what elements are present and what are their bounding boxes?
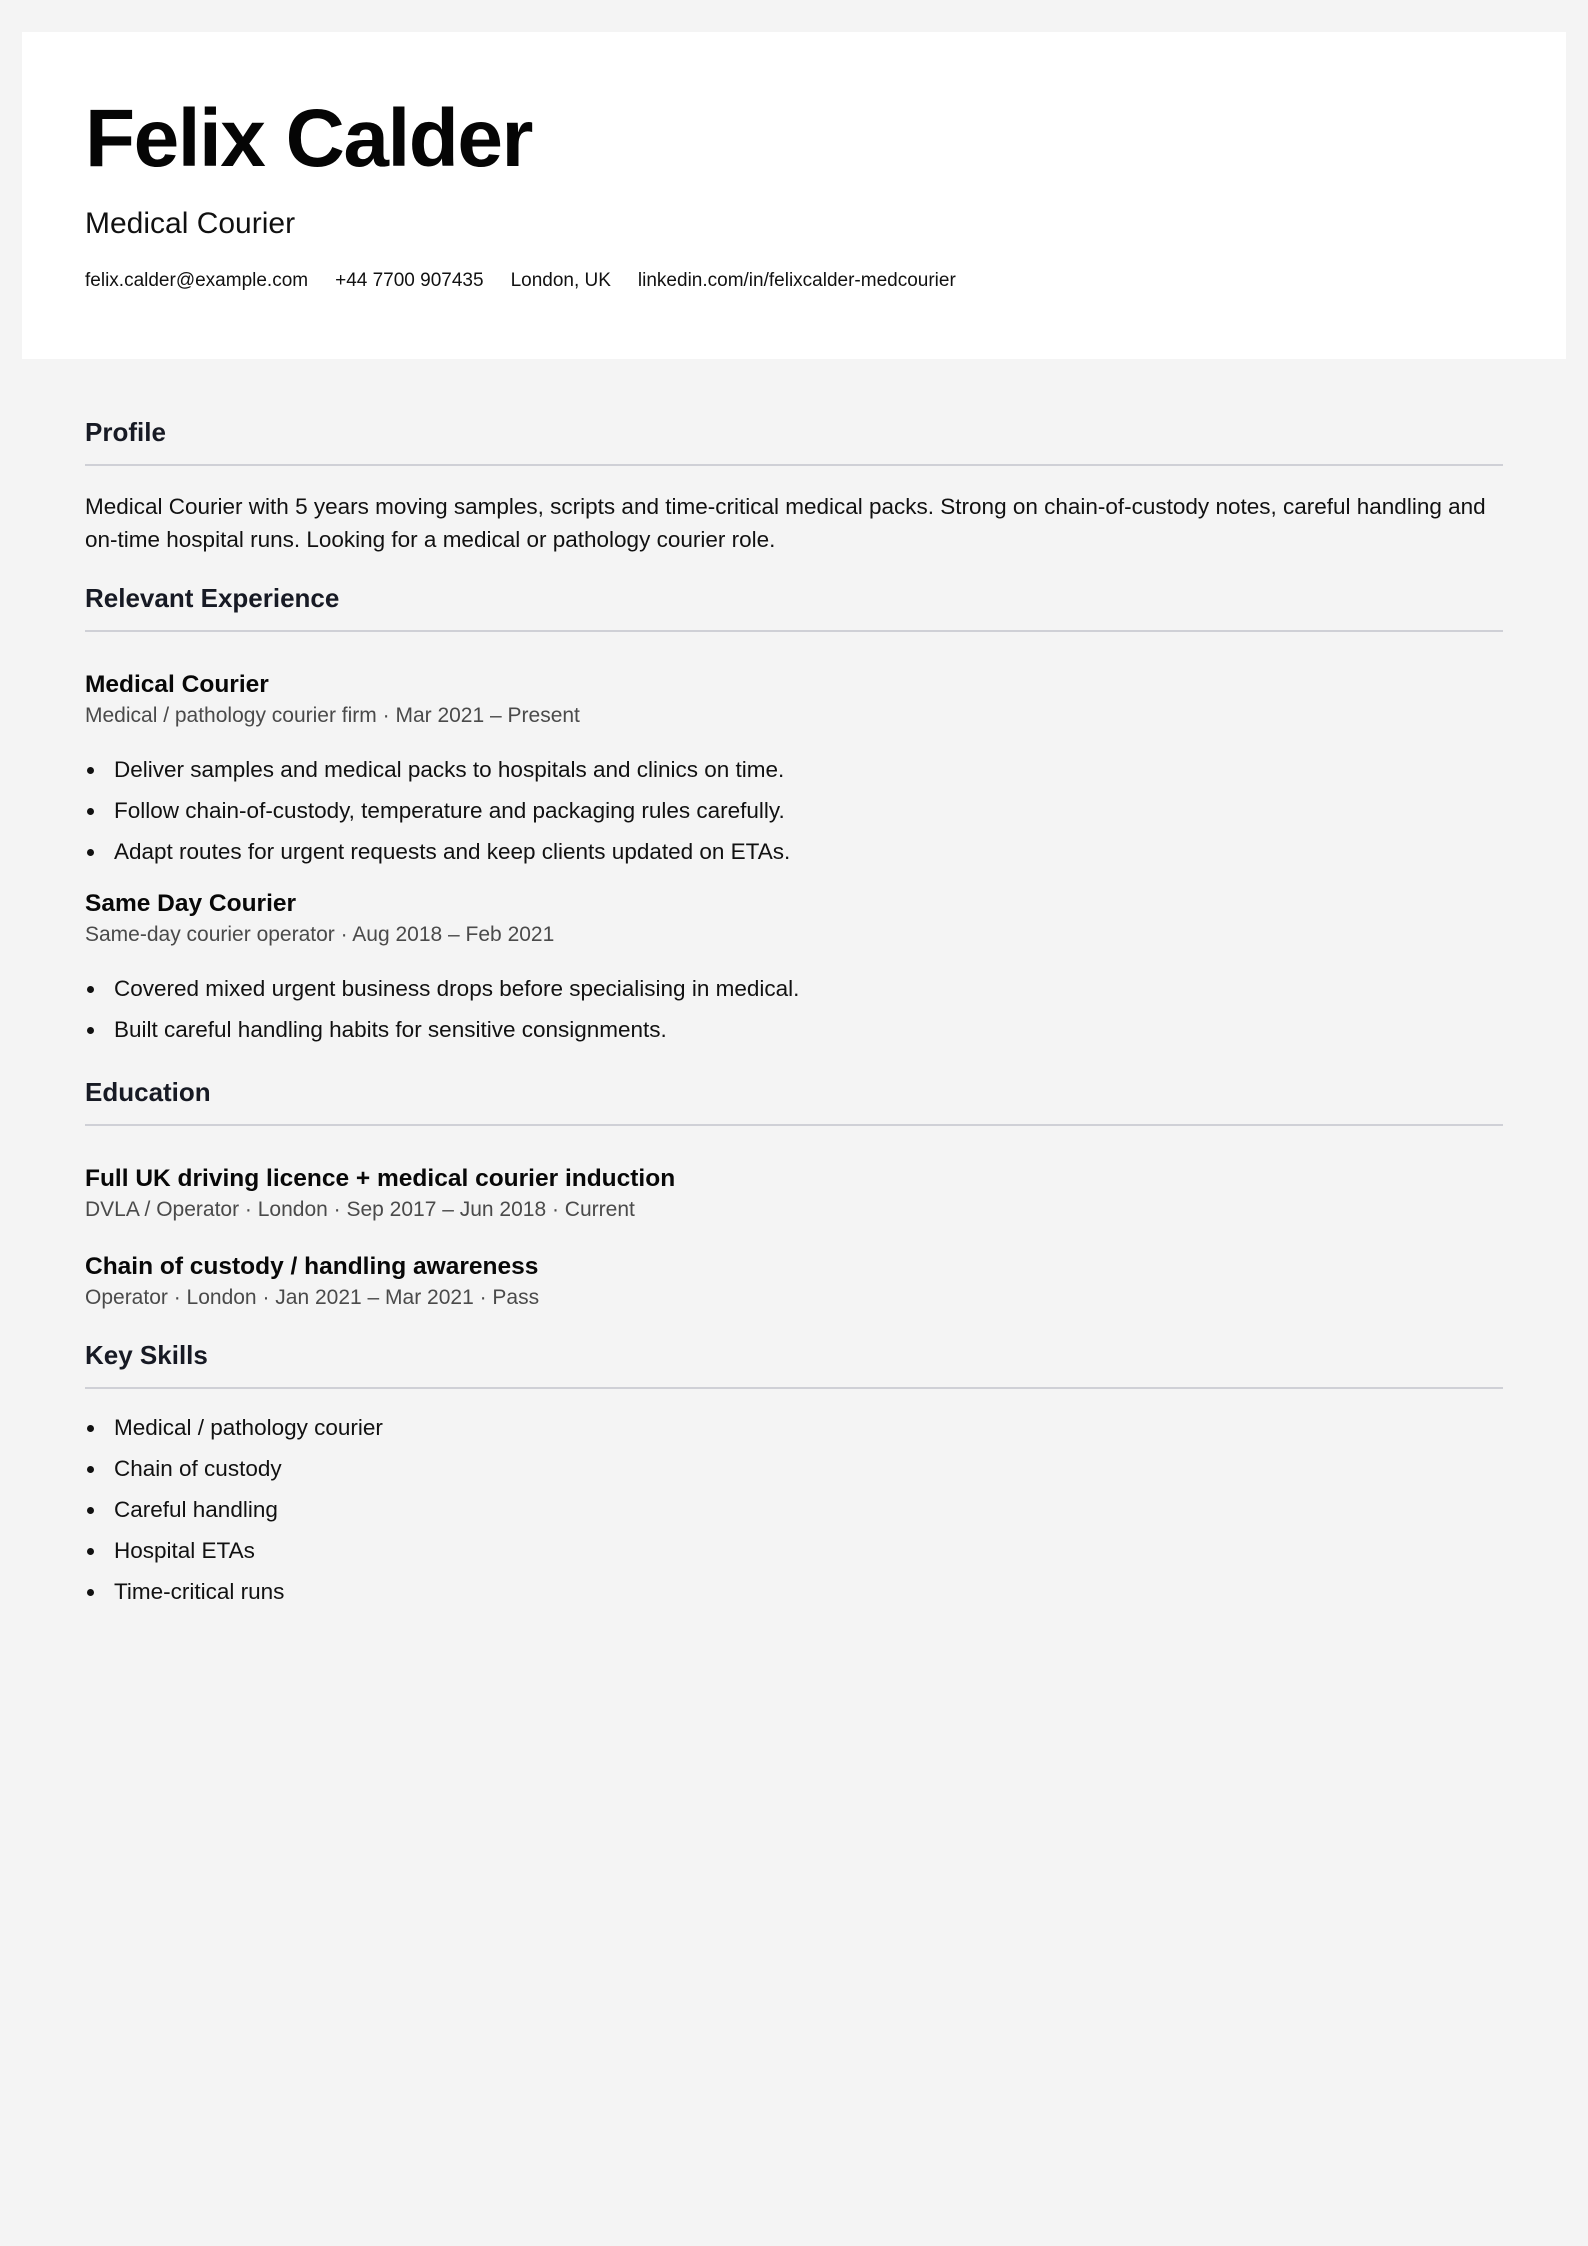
section-title-experience: Relevant Experience <box>85 583 340 613</box>
bullet-item <box>85 968 1503 1009</box>
education-entry <box>85 1163 1503 1225</box>
skill-item <box>85 1407 1503 1448</box>
education-meta: Operator · London · Jan 2021 – Mar 2021 · Pass <box>85 1286 540 1309</box>
section-divider <box>85 1124 1503 1126</box>
skill-item <box>85 1530 1503 1571</box>
skills-section <box>85 1335 1503 1612</box>
contact-linkedin: linkedin.com/in/felixcalder-medcourier <box>637 270 956 291</box>
section-divider <box>85 1387 1503 1389</box>
job-entry <box>85 888 1503 1050</box>
job-bullets <box>85 968 1503 1050</box>
education-title: Full UK driving licence + medical courier induction <box>85 1165 676 1192</box>
section-title-education: Education <box>85 1077 211 1107</box>
bullet-dot-icon <box>87 1027 94 1034</box>
education-title: Chain of custody / handling awareness <box>85 1253 539 1280</box>
bullet-dot-icon <box>87 1425 94 1432</box>
section-divider <box>85 630 1503 632</box>
candidate-headline: Medical Courier <box>85 207 296 240</box>
bullet-dot-icon <box>87 849 94 856</box>
education-entry <box>85 1251 1503 1313</box>
job-title: Medical Courier <box>85 671 269 698</box>
section-title-skills: Key Skills <box>85 1340 208 1370</box>
bullet-dot-icon <box>87 808 94 815</box>
job-bullets <box>85 749 1503 872</box>
bullet-item <box>85 1009 1503 1050</box>
bullet-text: Built careful handling habits for sensitive consignments. <box>114 1017 667 1042</box>
bullet-text: Deliver samples and medical packs to hospitals and clinics on time. <box>114 757 785 782</box>
profile-section <box>85 412 1503 556</box>
profile-summary: Medical Courier with 5 years moving samples, scripts and time-critical medical packs. Strong on chain-of-custody notes, careful handling and on-time hospital runs. Looking for a medical or pathology courier role. <box>85 494 1486 552</box>
skill-item <box>85 1489 1503 1530</box>
skill-text: Careful handling <box>114 1497 278 1522</box>
skill-text: Medical / pathology courier <box>114 1415 383 1440</box>
experience-section <box>85 578 1503 1050</box>
resume-header <box>22 32 1566 359</box>
section-divider <box>85 464 1503 466</box>
bullet-dot-icon <box>87 1507 94 1514</box>
bullet-item <box>85 749 1503 790</box>
contact-location: London, UK <box>510 270 611 291</box>
skill-text: Hospital ETAs <box>114 1538 255 1563</box>
contact-email: felix.calder@example.com <box>85 270 309 291</box>
resume-body <box>85 412 1503 1612</box>
education-meta: DVLA / Operator · London · Sep 2017 – Jun 2018 · Current <box>85 1198 635 1221</box>
bullet-dot-icon <box>87 1548 94 1555</box>
job-title: Same Day Courier <box>85 890 297 917</box>
section-title-profile: Profile <box>85 417 166 447</box>
skills-list <box>85 1407 1503 1612</box>
job-meta: Same-day courier operator · Aug 2018 – Feb 2021 <box>85 923 555 946</box>
candidate-name: Felix Calder <box>85 93 532 184</box>
skill-text: Chain of custody <box>114 1456 282 1481</box>
bullet-dot-icon <box>87 767 94 774</box>
bullet-dot-icon <box>87 986 94 993</box>
bullet-text: Covered mixed urgent business drops before specialising in medical. <box>114 976 800 1001</box>
education-section <box>85 1072 1503 1313</box>
bullet-dot-icon <box>87 1589 94 1596</box>
job-meta: Medical / pathology courier firm · Mar 2021 – Present <box>85 704 580 727</box>
job-entry <box>85 669 1503 872</box>
bullet-text: Follow chain-of-custody, temperature and packaging rules carefully. <box>114 798 785 823</box>
bullet-item <box>85 790 1503 831</box>
skill-item <box>85 1571 1503 1612</box>
skill-text: Time-critical runs <box>114 1579 285 1604</box>
contact-phone: +44 7700 907435 <box>335 270 484 291</box>
bullet-dot-icon <box>87 1466 94 1473</box>
bullet-text: Adapt routes for urgent requests and keep clients updated on ETAs. <box>114 839 791 864</box>
bullet-item <box>85 831 1503 872</box>
contact-row <box>85 269 1566 293</box>
skill-item <box>85 1448 1503 1489</box>
